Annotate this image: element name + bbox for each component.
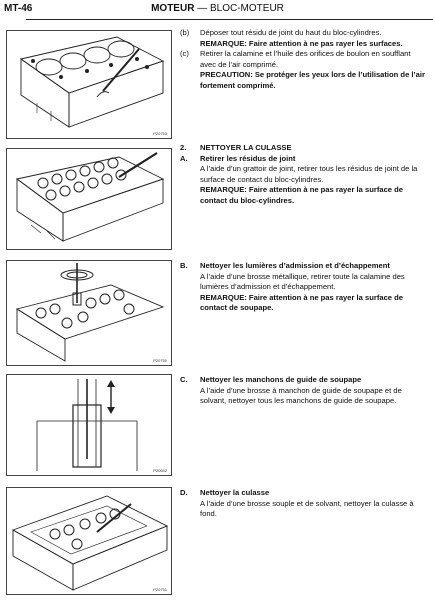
step-c-guides-title: Nettoyer les manchons de guide de soupape — [200, 375, 362, 384]
header-rule — [26, 19, 433, 20]
step-b-ports — [180, 261, 425, 314]
step-c-precaution: PRECAUTION: Se protéger les yeux lors de l’utilisation de l’air fortement comprimé. — [200, 70, 425, 90]
step-a-title: Retirer les résidus de joint — [200, 153, 296, 163]
head-cleaning-illustration — [7, 488, 171, 594]
step-b-note: REMARQUE: Faire attention à ne pas rayer les surfaces. — [200, 38, 403, 48]
figure-cylinder-block — [6, 30, 172, 139]
step-c — [180, 49, 425, 91]
step-d-title: Nettoyer la culasse — [200, 488, 270, 497]
figure-head-cleaning — [6, 487, 172, 595]
step-a — [180, 154, 425, 207]
step-b-ports-marker: B. — [180, 261, 188, 270]
step-2-title: NETTOYER LA CULASSE — [200, 143, 292, 152]
page-header — [0, 0, 435, 24]
figure-reference: P20753 — [153, 131, 167, 136]
figure-reference: P20750 — [153, 358, 167, 363]
text-block-head-cleaning — [180, 488, 425, 520]
section-title: MOTEUR — [151, 3, 195, 14]
step-a-text: A l’aide d’un grattoir de joint, retirer tous les résidus de joint de la surface de contact du bloc-cylindres. — [200, 164, 418, 184]
step-c-guides-text: A l’aide d’une brosse à manchon de guide de soupape et de solvant, nettoyer tous les manchons de guide de soupape. — [200, 385, 402, 406]
step-c-text: Retirer la calamine et l’huile des orifices de boulon en soufflant avec de l’air comprimé. — [200, 49, 411, 69]
cylinder-block-illustration — [7, 31, 171, 138]
figure-reference: P20692 — [153, 468, 167, 473]
step-b-ports-text: A l’aide d’une brosse métallique, retirer toute la calamine des lumières d’admission et d’échappement. — [200, 271, 405, 292]
text-block-cylinder-block — [180, 28, 425, 92]
valve-guide-brush-illustration — [7, 375, 171, 475]
step-c-guides — [180, 375, 425, 407]
page-number: MT-46 — [4, 3, 33, 14]
figure-cylinder-head-scraper — [6, 148, 172, 250]
page-title — [0, 3, 435, 14]
step-b-text: Déposer tout résidu de joint du haut du bloc-cylindres. — [200, 28, 382, 37]
step-2-marker: 2. — [180, 143, 187, 152]
step-b-ports-note: REMARQUE: Faire attention à ne pas rayer la surface de contact de soupape. — [200, 292, 403, 313]
step-c-guides-marker: C. — [180, 375, 188, 384]
cylinder-head-scraper-illustration — [7, 149, 171, 249]
step-d-marker: D. — [180, 488, 188, 497]
text-block-ports — [180, 261, 425, 314]
step-c-marker: (c) — [180, 49, 189, 59]
step-b-marker: (b) — [180, 28, 190, 37]
figure-valve-guide-brush — [6, 374, 172, 476]
step-d-text: A l’aide d’une brosse souple et de solvant, nettoyer la culasse à fond. — [200, 498, 414, 519]
text-block-valve-guides — [180, 375, 425, 407]
figure-reference: P20751 — [153, 587, 167, 592]
figure-port-brush — [6, 260, 172, 366]
step-2-heading — [180, 143, 425, 154]
title-separator: — — [197, 3, 208, 14]
step-b — [180, 28, 425, 49]
port-brush-illustration — [7, 261, 171, 365]
subsection-title: BLOC-MOTEUR — [210, 3, 284, 14]
step-b-ports-title: Nettoyer les lumières d’admission et d’échappement — [200, 261, 390, 270]
text-block-clean-head — [180, 143, 425, 207]
step-a-marker: A. — [180, 153, 188, 163]
step-a-note: REMARQUE: Faire attention à ne pas rayer la surface de contact du bloc-cylindres. — [200, 185, 403, 205]
step-d — [180, 488, 425, 520]
